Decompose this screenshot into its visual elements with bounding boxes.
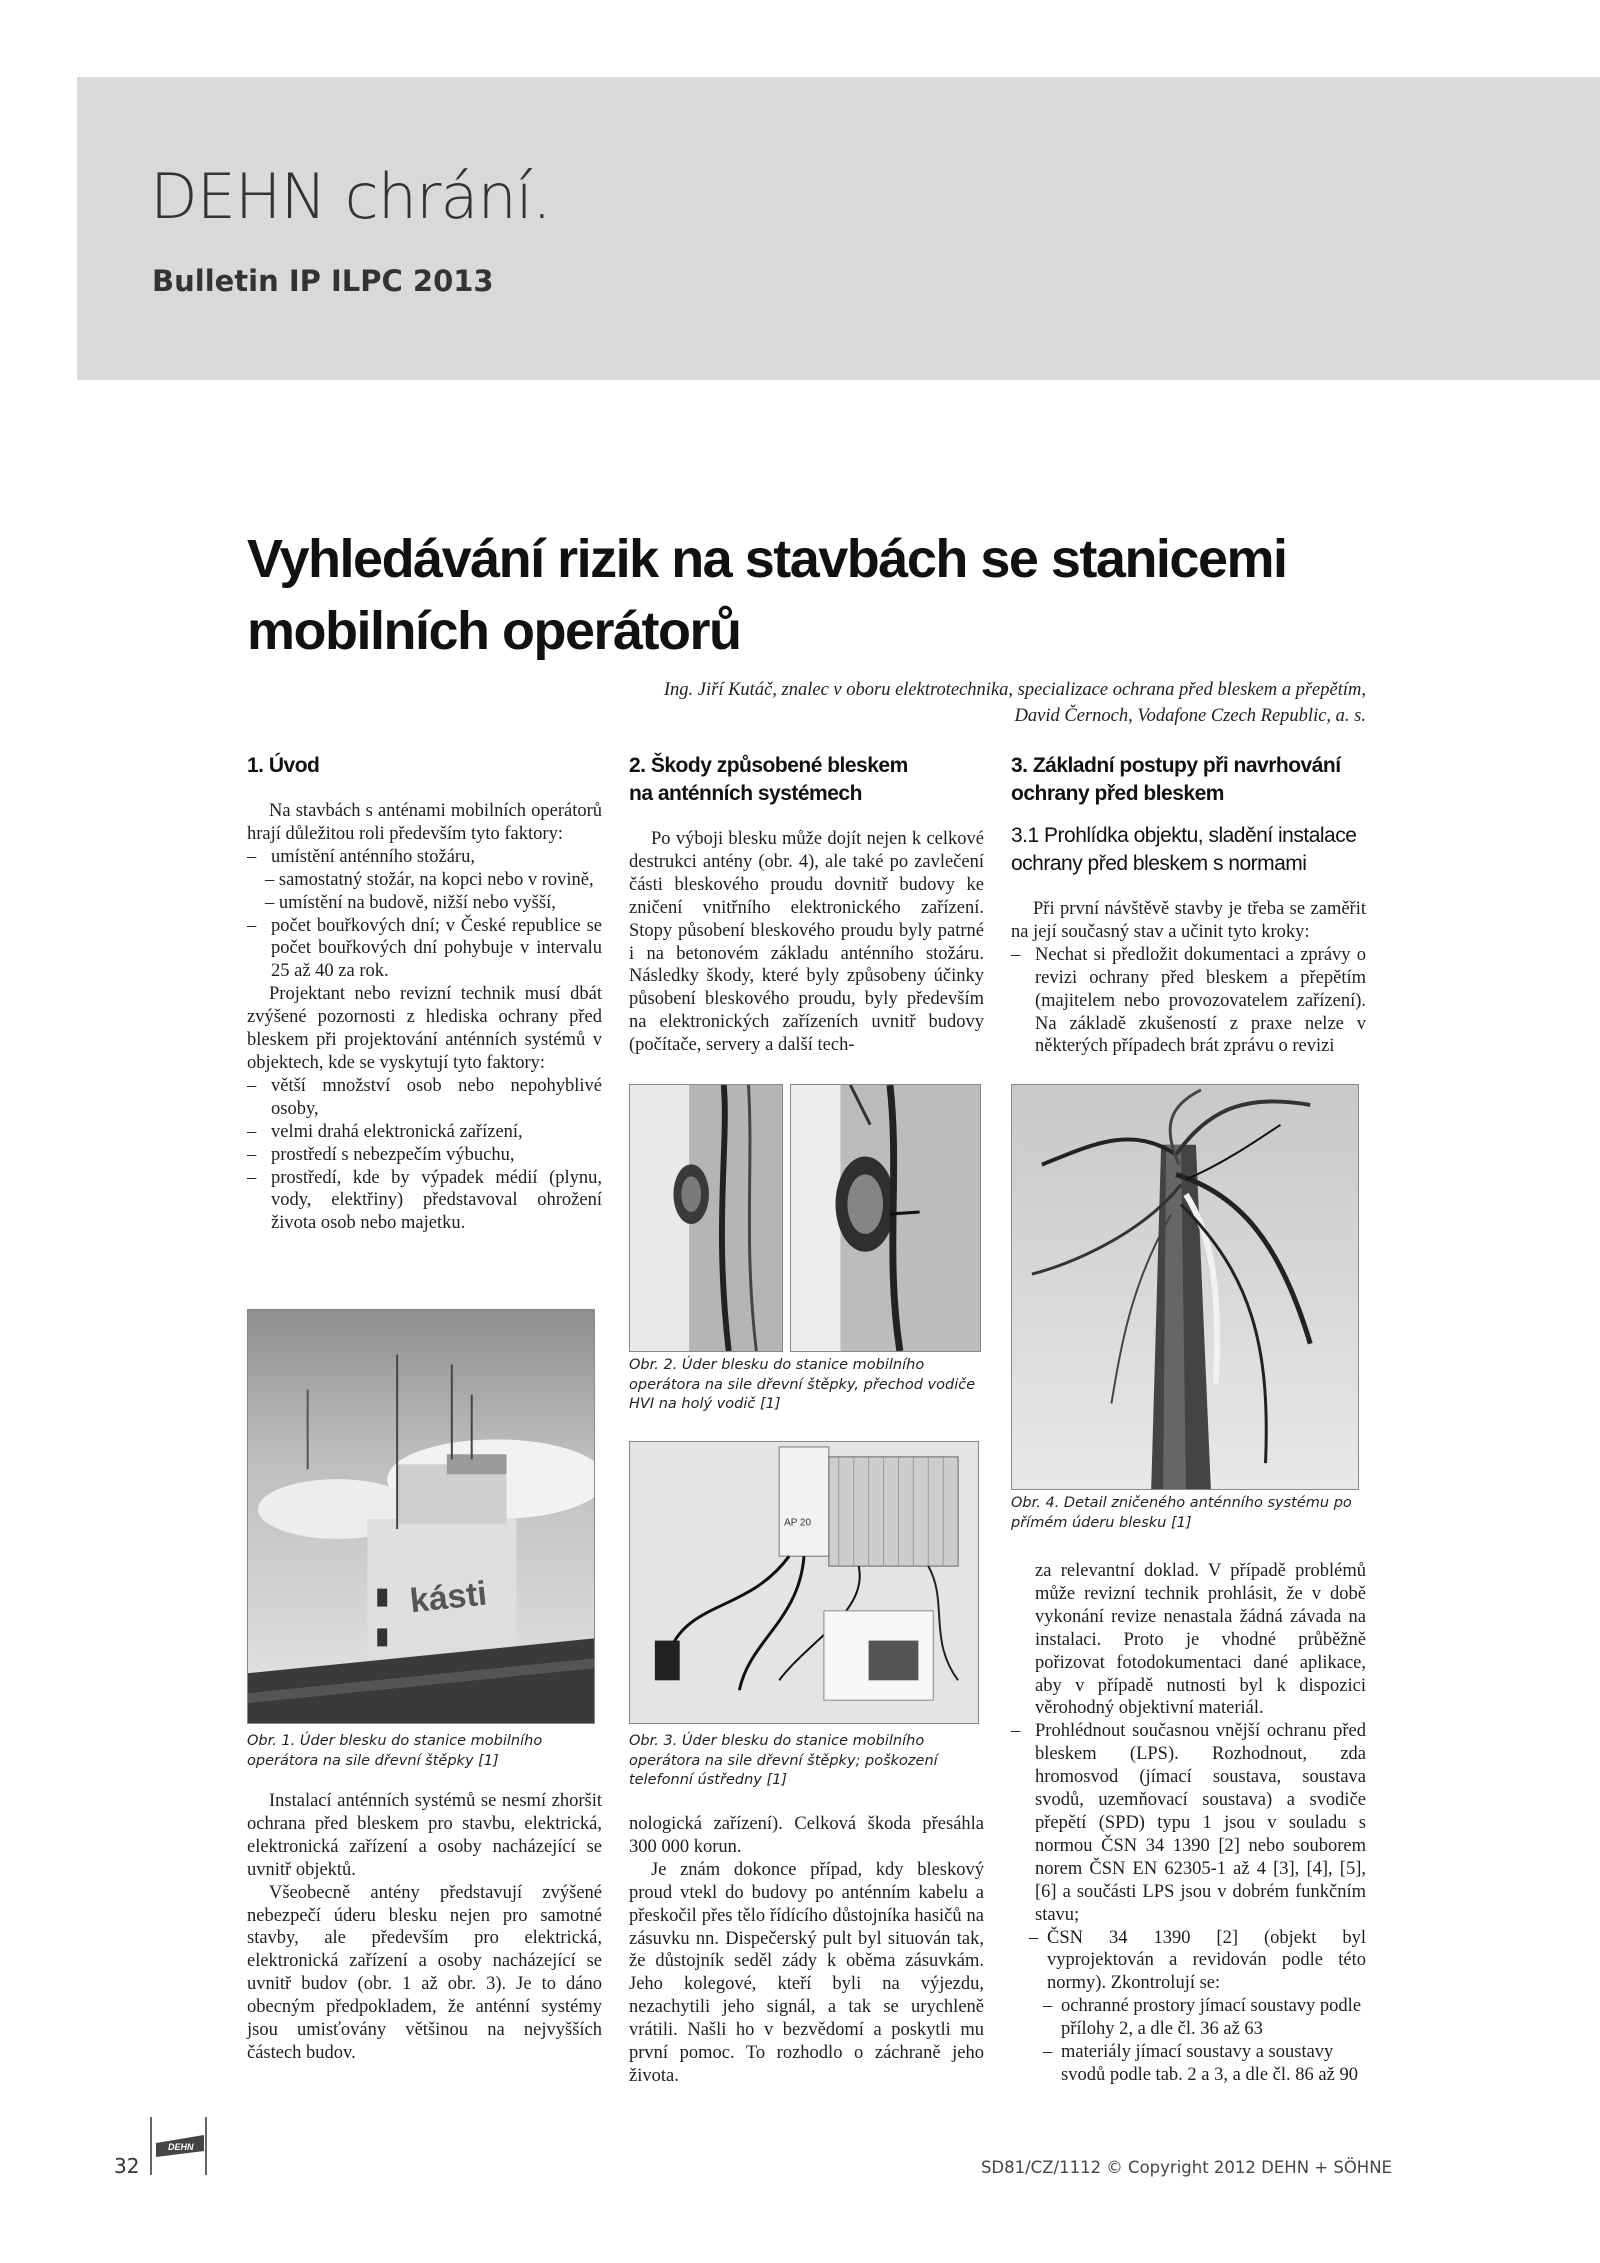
page-number: 32 [114, 2154, 140, 2178]
list-item: – Nechat si předložit dokumentaci a zprávy o revizi ochrany před bleskem a přepětím (majitelem nebo provozovatelem zařízení). Na základě zkušeností z praxe nelze v některých případech brát zprávu o revizi [1011, 944, 1366, 1057]
section-2-heading: 2. Škody způsobené bleskem na anténních systémech [629, 754, 908, 805]
copyright-notice: SD81/CZ/1112 © Copyright 2012 DEHN + SÖHNE [980, 2158, 1392, 2177]
list-item: – umístění na budově, nižší nebo vyšší, [265, 892, 556, 913]
subsection-3-1-heading: 3.1 Prohlídka objektu, sladění instalace ochrany před bleskem s normami [1011, 824, 1357, 875]
list-item: – počet bouřkových dní; v České republice se počet bouřkových dní pohybuje v intervalu 25 až 40 za rok. [247, 915, 602, 982]
designer-paragraph: Projektant nebo revizní technik musí dbát zvýšené pozornosti z hlediska ochrany před bleskem při projektování anténních systémů v objektech, kde se vyskytují tyto faktory: [247, 984, 602, 1073]
article-title-line2: mobilních operátorů [247, 601, 741, 661]
article-title [247, 523, 1397, 667]
caption-fig-4: Obr. 4. Detail zničeného anténního systému po přímém úderu blesku [1] [1011, 1495, 1352, 1531]
authors-line1: Ing. Jiří Kutáč, znalec v oboru elektrotechnika, specializace ochrana před bleskem a přepětím, [663, 680, 1366, 700]
list-item: – umístění anténního stožáru, [247, 846, 475, 867]
device-label-text: AP 20 [784, 1517, 811, 1529]
column-3-bottom [1011, 1560, 1366, 2087]
list-item: – materiály jímací soustavy a soustavy svodů podle tab. 2 a 3, a dle čl. 86 až 90 [1043, 2042, 1358, 2085]
list-item: za relevantní doklad. V případě problémů může revizní technik prohlásit, že v době vykonání revize nenastala žádná závada na instalaci. Proto je vhodné průběžně pořizovat fotodokumentaci dané aplikace, aby v případě nutnosti byl k dispozici věrohodný objektivní materiál. [1035, 1561, 1366, 1719]
photo-destroyed-antenna [1011, 1084, 1359, 1490]
caption-fig-3: Obr. 3. Úder blesku do stanice mobilního operátora na sile dřevní štěpky; poškození telefonní ústředny [1] [629, 1733, 938, 1788]
damage-continued-paragraph: nologická zařízení). Celková škoda přesáhla 300 000 korun. [629, 1814, 984, 1857]
column-1-top [247, 752, 602, 1235]
list-item: – ochranné prostory jímací soustavy podle přílohy 2, a dle čl. 36 až 63 [1043, 1996, 1362, 2040]
article-authors [560, 677, 1366, 729]
list-item: – prostředí, kde by výpadek médií (plynu, vody, elektřiny) představoval ohrožení života osob nebo majetku. [247, 1167, 602, 1234]
column-2-top [629, 752, 984, 1057]
article-title-line1: Vyhledávání rizik na stavbách se stanicemi [247, 529, 1287, 589]
authors-line2: David Černoch, Vodafone Czech Republic, a. s. [1014, 706, 1366, 726]
caption-fig-2: Obr. 2. Úder blesku do stanice mobilního operátora na sile dřevní štěpky, přechod vodiče HVI na holý vodič [1] [629, 1357, 976, 1412]
list-item: – samostatný stožár, na kopci nebo v rovině, [265, 869, 594, 890]
column-1-bottom [247, 1790, 602, 2065]
general-paragraph: Všeobecně antény představují zvýšené nebezpečí úderu blesku nejen pro samotné stavby, ale především pro elektrická, elektronická zařízení a osoby nacházející se uvnitř budov (obr. 1 až obr. 3). Je to dáno obecným předpokladem, že anténní systémy jsou umisťovány většinou na nejvyšších částech budov. [247, 1882, 602, 2063]
firefighter-paragraph: Je znám dokonce případ, kdy bleskový proud vtekl do budovy po anténním kabelu a přeskočil přes tělo řídícího důstojníka hasičů na zásuvku nn. Dispečerský pult byl situován tak, že důstojník seděl zády k oběma zásuvkám. Jeho kolegové, kteří byli na výjezdu, nezachytili jeho signál, a tak se urychleně vrátili. Našli ho v bezvědomí a poskytli mu první pomoc. To rozhodlo o záchraně jeho života. [629, 1859, 984, 2086]
install-paragraph: Instalací anténních systémů se nesmí zhoršit ochrana před bleskem pro stavbu, elektrická, elektronická zařízení a osoby nacházející se uvnitř objektů. [247, 1791, 602, 1880]
section-3-heading: 3. Základní postupy při navrhování ochrany před bleskem [1011, 754, 1341, 805]
bulletin-title: Bulletin IP ILPC 2013 [152, 264, 494, 298]
logo-text: DEHN [168, 2142, 194, 2152]
dehn-logo-icon [150, 2117, 212, 2175]
list-item: – prostředí s nebezpečím výbuchu, [247, 1144, 515, 1165]
photo-damaged-wall-left [629, 1084, 783, 1352]
photo-telephone-exchange [629, 1441, 979, 1724]
column-2-bottom [629, 1813, 984, 2088]
intro-paragraph: Na stavbách s anténami mobilních operátorů hrají důležitou roli především tyto faktory: [247, 801, 602, 844]
list-item: – ČSN 34 1390 [2] (objekt byl vyprojektován a revidován podle této normy). Zkontrolují se: [1029, 1927, 1366, 1994]
column-3-top [1011, 752, 1366, 1058]
building-sign-text: kásti [408, 1574, 489, 1621]
list-item: – velmi drahá elektronická zařízení, [247, 1121, 523, 1142]
list-item: – větší množství osob nebo nepohyblivé osoby, [247, 1075, 602, 1119]
photo-building-antennas [247, 1309, 595, 1724]
damage-paragraph: Po výboji blesku může dojít nejen k celkové destrukci antény (obr. 4), ale také po zavlečení části bleskového proudu dovnitř budovy ke zničení vnitřního elektronického zařízení. Stopy působení bleskového proudu byly patrné i na betonovém základu anténního stožáru. Následky škody, které byly způsobeny účinky působení bleskového proudu, byly především na elektronických zařízeních uvnitř budovy (počítače, servery a další tech- [629, 829, 984, 1056]
brand-title: DEHN chrání. [150, 160, 551, 233]
section-1-heading: 1. Úvod [247, 754, 320, 777]
caption-fig-1: Obr. 1. Úder blesku do stanice mobilního operátora na sile dřevní štěpky [1] [247, 1733, 543, 1769]
list-item: – Prohlédnout současnou vnější ochranu před bleskem (LPS). Rozhodnout, zda hromosvod (jímací soustava, soustava svodů, uzemňovací soustava) a svodiče přepětí (SPD) typu 1 jsou v souladu s normou ČSN 34 1390 [2] nebo souborem norem ČSN EN 62305-1 až 4 [3], [4], [5], [6] a součásti LPS jsou v dobrém funkčním stavu; [1011, 1721, 1366, 1925]
first-visit-paragraph: Při první návštěvě stavby je třeba se zaměřit na její současný stav a učinit tyto kroky: [1011, 899, 1366, 942]
photo-damaged-wall-right [790, 1084, 981, 1352]
